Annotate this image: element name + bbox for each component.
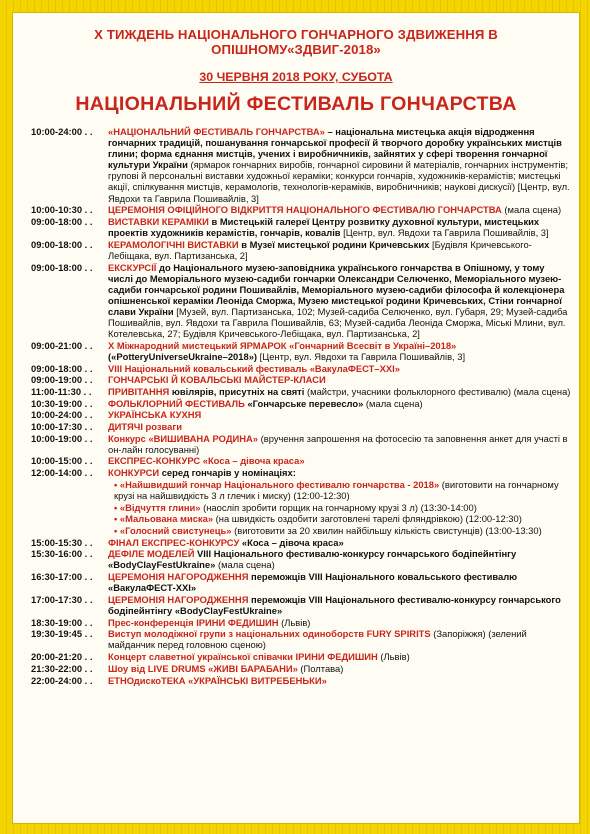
entry-time: 10:30-19:00 . . — [31, 397, 93, 409]
schedule-entry — [31, 216, 571, 238]
entry-time: 10:00-15:00 . . — [31, 455, 93, 467]
entry-description — [114, 479, 571, 501]
schedule-entry — [31, 340, 571, 362]
entry-description — [108, 374, 571, 385]
entry-title: ЦЕРЕМОНІЯ ОФІЦІЙНОГО ВІДКРИТТЯ НАЦІОНАЛЬНОГО ФЕСТИВАЛЮ ГОНЧАРСТВА — [108, 204, 502, 216]
entry-note: (наосліп зробити горщик на гончарному крузі 3 л) (13:30-14:00) — [200, 501, 477, 513]
entry-text: в Мистецькій галереї Центру розвитку духовної культури, мистецьких проектів художників керамістів, гончарів, ковалів — [108, 215, 540, 239]
entry-title: Концерт славетної української співачки ІРИНИ ФЕДИШИН — [108, 651, 378, 663]
entry-title: ДЕФІЛЕ МОДЕЛЕЙ — [108, 548, 195, 560]
entry-description — [108, 455, 571, 466]
entry-time: 16:30-17:00 . . — [31, 571, 93, 583]
schedule-entry — [31, 548, 571, 570]
entry-text: до Національного музею-заповідника українського гончарства в Опішному, у тому числі до Меморіального музею-садиби гончарки Олександри Селюченко, Меморіального музею-садиби гончарської родини Пошивайлів, Меморіального музею-садиби філософа й колекціонера опішненської кераміки Леоніда Сморжа, Музею мистецької родини Кричевських, Стіни гончарної слави України — [108, 261, 565, 317]
entry-note: (ярмарок гончарних виробів, гончарної сировини й матеріалів, гончарних інструментів; групові й персональні виставки художньої кераміки; конкурси гончарів, художників-керамістів; мистецькі акції, спілкування мистців, керамологів, технологів-кераміків, виробничників; наукові дискусії) [Центр, вул. Явдохи та Гаврила Пошивайлів, 3] — [108, 159, 570, 204]
entry-title: Прес-конференція ІРИНИ ФЕДИШИН — [108, 616, 279, 628]
schedule-entry — [31, 363, 571, 374]
entry-description — [108, 216, 571, 238]
entry-description — [108, 204, 571, 215]
entry-time: 09:00-18:00 . . — [31, 238, 93, 250]
entry-text: «Гончарське перевесло» — [244, 397, 364, 409]
entry-title: • «Відчуття глини» — [114, 501, 201, 513]
schedule-entry — [31, 239, 571, 261]
entry-description — [108, 548, 571, 570]
poster-header — [13, 27, 579, 116]
entry-time: 21:30-22:00 . . — [31, 662, 93, 674]
entry-description — [108, 398, 571, 409]
schedule-entry — [31, 525, 571, 536]
entry-note: [Центр, вул. Явдохи та Гаврила Пошивайлів, 3] — [257, 350, 466, 362]
entry-title: «НАЦІОНАЛЬНИЙ ФЕСТИВАЛЬ ГОНЧАРСТВА» — [108, 126, 325, 137]
entry-description — [108, 537, 571, 548]
entry-description — [108, 409, 571, 420]
entry-description — [108, 433, 571, 455]
entry-time: 09:00-18:00 . . — [31, 261, 93, 273]
event-date: 30 ЧЕРВНЯ 2018 РОКУ, СУБОТА — [199, 70, 393, 84]
schedule-entry — [31, 398, 571, 409]
schedule-entry — [31, 571, 571, 593]
entry-title: ПРИВІТАННЯ — [108, 385, 170, 397]
entry-note: (майстри, учасники фольклорного фестивалю) (мала сцена) — [304, 385, 571, 397]
entry-title: ЕТНОдискоТЕКА «УКРАЇНСЬКІ ВИТРЕБЕНЬКИ» — [108, 674, 327, 686]
entry-time: 20:00-21:20 . . — [31, 651, 93, 663]
schedule-entry — [31, 537, 571, 548]
entry-description — [108, 675, 571, 686]
entry-note: (на швидкість оздобити заготовлені тарелі фляндрівкою) (12:00-12:30) — [213, 513, 522, 525]
entry-title: Виступ молодіжної групи з національних одиноборств FURY SPIRITS — [108, 628, 431, 640]
schedule-entry — [31, 386, 571, 397]
schedule-entry — [31, 651, 571, 662]
entry-description — [108, 262, 571, 340]
entry-time: 15:00-15:30 . . — [31, 536, 93, 548]
entry-description — [108, 617, 571, 628]
entry-time — [31, 513, 108, 524]
entry-text: серед гончарів у номінаціях: — [159, 467, 296, 479]
schedule-entry — [31, 628, 571, 650]
schedule-entry — [31, 513, 571, 524]
schedule-entry — [31, 502, 571, 513]
entry-note: (Львів) — [377, 651, 410, 663]
entry-note: (вручення запрошення на фотосесію та заповнення анкет для участі в он-лайн голосуванні) — [108, 432, 568, 455]
entry-note: (мала сцена) — [215, 559, 275, 571]
entry-time: 11:00-11:30 . . — [31, 385, 92, 397]
entry-title: Шоу від LIVE DRUMS «ЖИВІ БАРАБАНИ» — [108, 662, 298, 674]
entry-note: (мала сцена) — [501, 204, 562, 216]
entry-time: 09:00-19:00 . . — [31, 374, 93, 386]
entry-time: 10:00-17:30 . . — [31, 420, 93, 432]
entry-title: УКРАЇНСЬКА КУХНЯ — [108, 409, 202, 421]
entry-text: переможців VIII Національного фестивалю-конкурсу гончарського бодіпейнтінгу «BodyClayFestUkraine» — [108, 593, 561, 616]
entry-note: (Львів) — [278, 616, 311, 628]
entry-description — [108, 628, 571, 650]
entry-title: VIII Національний ковальський фестиваль «ВакулаФЕСТ–ХХІ» — [108, 362, 400, 374]
entry-description — [108, 594, 571, 616]
schedule-entry — [31, 455, 571, 466]
entry-time — [31, 502, 108, 513]
entry-note: [Будівля Кричевського-Лебіщака, вул. Партизанська, 2] — [108, 238, 532, 261]
schedule-entry — [31, 663, 571, 674]
entry-title: Конкурс «ВИШИВАНА РОДИНА» — [108, 432, 259, 444]
schedule-entry — [31, 204, 571, 215]
entry-time: 19:30-19:45 . . — [31, 628, 93, 640]
schedule-entry — [31, 409, 571, 420]
entry-title: • «Мальована миска» — [114, 513, 214, 525]
entry-note: (виготовити за 20 хвилин найбільшу кількість свистунців) (13:00-13:30) — [231, 524, 542, 536]
entry-time — [31, 525, 108, 536]
entry-description — [108, 340, 571, 362]
entry-note: [Музей, вул. Партизанська, 102; Музей-садиба Селюченко, вул. Губаря, 29; Музей-садиба Пошивайлів, вул. Явдохи та Гаврила Пошивайлів, 63; Музей-садиба Леоніда Сморжа, Міські Млини, вул. Котелевська, 27; Будівля Кричевського-Лебіщака, вул. Партизанська, 2] — [108, 305, 568, 340]
entry-title: • «Найшвидший гончар Національного фестивалю гончарства - 2018» — [114, 478, 440, 490]
entry-time: 10:00-10:30 . . — [31, 204, 93, 216]
entry-time — [31, 479, 108, 501]
entry-time: 09:00-18:00 . . — [31, 362, 93, 374]
festival-title: НАЦІОНАЛЬНИЙ ФЕСТИВАЛЬ ГОНЧАРСТВА — [75, 93, 517, 115]
entry-title: ГОНЧАРСЬКІ Й КОВАЛЬСЬКІ МАЙСТЕР-КЛАСИ — [108, 374, 326, 386]
entry-description — [108, 126, 571, 204]
schedule-entry — [31, 262, 571, 340]
schedule-entry — [31, 433, 571, 455]
entry-title: КОНКУРСИ — [108, 467, 160, 479]
entry-title: ДИТЯЧІ розваги — [108, 420, 183, 432]
schedule-entry — [31, 675, 571, 686]
entry-time: 15:30-16:00 . . — [31, 548, 93, 560]
schedule-entry — [31, 617, 571, 628]
entry-description — [108, 239, 571, 261]
entry-text: – національна мистецька акція відродження гончарних традицій, пошанування гончарської професії й творчого доробку українських мистців глини; форма єднання мистців, учених і виробничників, зайнятих у сфері творення гончарної культури України — [108, 126, 562, 171]
entry-note: (мала сцена) — [363, 397, 423, 409]
entry-description — [108, 421, 571, 432]
entry-note: (Полтава) — [297, 662, 344, 674]
entry-text: («PotteryUniverseUkraine–2018») — [108, 350, 258, 362]
entry-title: ЕКСПРЕС-КОНКУРС «Коса – дівоча краса» — [108, 455, 305, 467]
entry-title: КЕРАМОЛОГІЧНІ ВИСТАВКИ — [108, 238, 239, 250]
entry-description — [114, 502, 571, 513]
schedule-entry — [31, 421, 571, 432]
entry-note: [Центр, вул. Явдохи та Гаврила Пошивайлів, 3] — [340, 227, 549, 239]
entry-title: ЦЕРЕМОНІЯ НАГОРОДЖЕННЯ — [108, 571, 249, 583]
entry-description — [108, 386, 571, 397]
entry-description — [108, 467, 571, 478]
entry-title: ФІНАЛ ЕКСПРЕС-КОНКУРСУ — [108, 536, 240, 548]
entry-note: (виготовити на гончарному крузі на найшвидкість 3 л глечик і миску) (12:00-12:30) — [114, 478, 559, 501]
entry-title: Х Міжнародний мистецький ЯРМАРОК «Гончарний Всесвіт в Україні–2018» — [108, 339, 457, 351]
entry-note: (Запоріжжя) (зелений майданчик перед головною сценою) — [108, 628, 527, 651]
schedule-entry — [31, 126, 571, 204]
schedule-entry — [31, 479, 571, 501]
schedule-entry — [31, 594, 571, 616]
entry-time: 09:00-18:00 . . — [31, 215, 93, 227]
entry-title: ЦЕРЕМОНІЯ НАГОРОДЖЕННЯ — [108, 593, 249, 605]
entry-time: 22:00-24:00 . . — [31, 674, 93, 686]
entry-description — [108, 651, 571, 662]
entry-time: 10:00-24:00 . . — [31, 409, 93, 421]
entry-time: 10:00-19:00 . . — [31, 432, 93, 444]
entry-description — [108, 663, 571, 674]
entry-text: VIII Національного фестивалю-конкурсу гончарського бодіпейнтінгу «BodyClayFestUkraine» — [108, 548, 517, 571]
entry-time: 12:00-14:00 . . — [31, 467, 93, 479]
schedule-entry — [31, 467, 571, 478]
entry-description — [108, 571, 571, 593]
entry-text: «Коса – дівоча краса» — [239, 536, 344, 548]
schedule-entry — [31, 374, 571, 385]
entry-title: • «Голосний свистунець» — [114, 524, 232, 536]
entry-time: 10:00-24:00 . . — [31, 126, 93, 137]
entry-description — [114, 525, 571, 536]
schedule-list — [31, 126, 571, 686]
event-week-title: Х ТИЖДЕНЬ НАЦІОНАЛЬНОГО ГОНЧАРНОГО ЗДВИЖЕННЯ В ОПІШНОМУ«ЗДВИГ-2018» — [94, 27, 498, 57]
entry-title: ВИСТАВКИ КЕРАМІКИ — [108, 215, 209, 227]
entry-time: 18:30-19:00 . . — [31, 616, 93, 628]
entry-description — [108, 363, 571, 374]
entry-title: ФОЛЬКЛОРНИЙ ФЕСТИВАЛЬ — [108, 397, 245, 409]
entry-description — [114, 513, 571, 524]
entry-text: переможців VIII Національного ковальського фестивалю «ВакулаФЕСТ-ХХІ» — [108, 571, 518, 594]
entry-text: в Музеї мистецької родини Кричевських — [238, 238, 430, 250]
entry-time: 09:00-21:00 . . — [31, 339, 93, 351]
entry-time: 17:00-17:30 . . — [31, 593, 93, 605]
entry-text: ювілярів, присутніх на святі — [169, 385, 305, 397]
entry-title: ЕКСКУРСІЇ — [108, 261, 157, 273]
poster — [12, 12, 580, 824]
